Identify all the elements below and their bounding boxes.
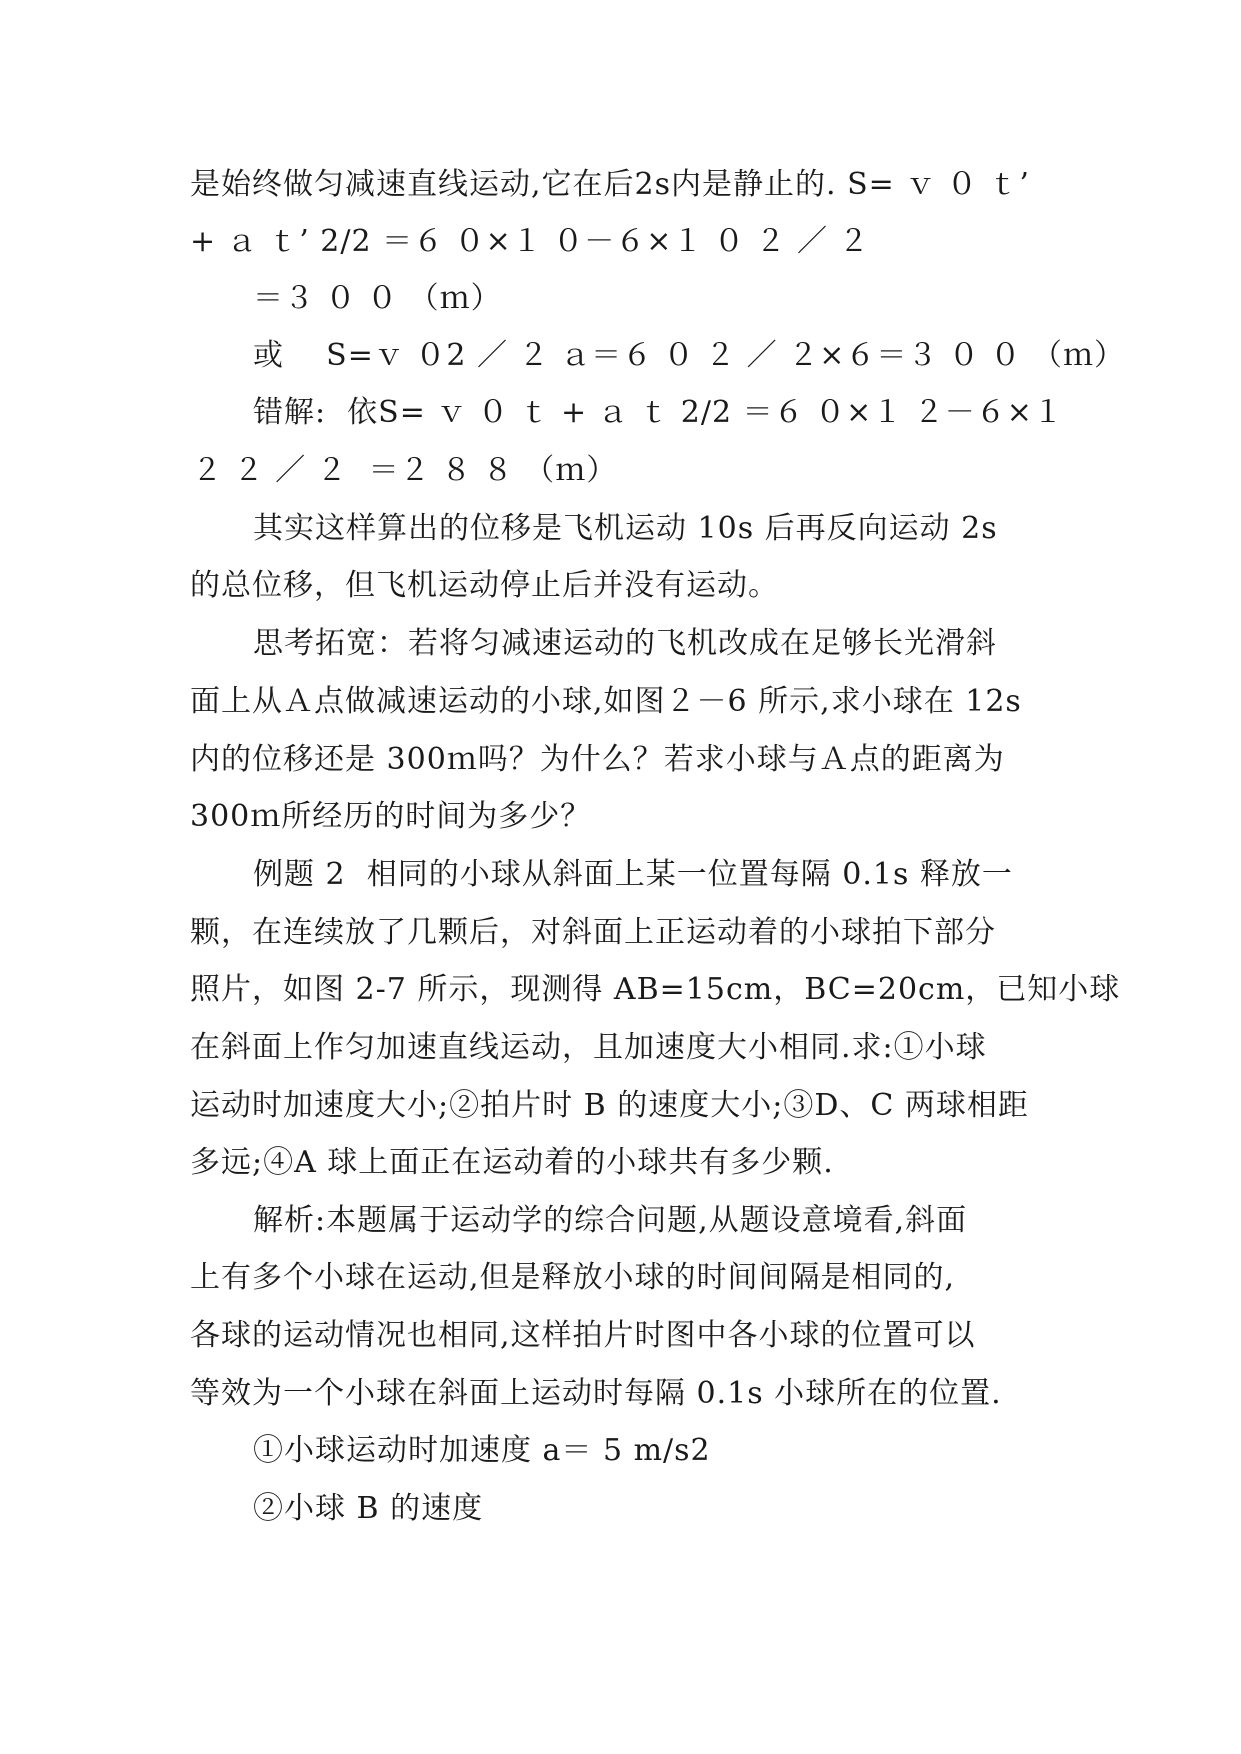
text-line: 内的位移还是 300ｍ吗？为什么？若求小球与Ａ点的距离为: [190, 742, 1005, 777]
text-line: + ａ ｔ’ 2/2 ＝６ ０×１ ０－６×１ ０ ２ ／ ２: [190, 224, 870, 259]
text-line: 照片，如图 2-7 所示，现测得 AB=15cm，BC=20cm，已知小球: [190, 972, 1121, 1007]
text-line: 面上从Ａ点做减速运动的小球,如图２－6 所示,求小球在 12s: [190, 684, 1022, 719]
text-line: 其实这样算出的位移是飞机运动 10s 后再反向运动 2s: [253, 511, 998, 546]
text-line: 等效为一个小球在斜面上运动时每隔 0.1s 小球所在的位置.: [190, 1376, 1002, 1411]
text-line: 在斜面上作匀加速直线运动，且加速度大小相同.求:①小球: [190, 1030, 987, 1065]
text-line: 上有多个小球在运动,但是释放小球的时间间隔是相同的,: [190, 1260, 956, 1295]
text-line: ②小球 B 的速度: [253, 1491, 484, 1526]
text-line: 的总位移，但飞机运动停止后并没有运动。: [190, 568, 779, 603]
text-line: 思考拓宽：若将匀减速运动的飞机改成在足够长光滑斜: [253, 626, 997, 661]
text-line: 例题 2 相同的小球从斜面上某一位置每隔 0.1s 释放一: [253, 857, 1013, 892]
text-line: 各球的运动情况也相同,这样拍片时图中各小球的位置可以: [190, 1318, 976, 1353]
text-line: 是始终做匀减速直线运动,它在后2s内是静止的. S= ｖ ０ ｔ’: [190, 167, 1030, 202]
text-line: ①小球运动时加速度 a＝ 5 m/s2: [253, 1433, 711, 1468]
text-line: ２ ２ ／ ２ ＝２ ８ ８ （ｍ）: [192, 453, 618, 488]
text-line: 颗，在连续放了几颗后，对斜面上正运动着的小球拍下部分: [190, 915, 996, 950]
text-line: 多远;④A 球上面正在运动着的小球共有多少颗.: [190, 1145, 834, 1180]
text-line: 或 S=ｖ ０2 ／ ２ ａ＝６ ０ ２ ／ ２×６＝３ ０ ０ （ｍ）: [253, 338, 1125, 373]
text-line: 运动时加速度大小;②拍片时 B 的速度大小;③D、C 两球相距: [190, 1088, 1029, 1123]
text-line: 错解: 依S= ｖ ０ ｔ + ａ ｔ 2/2 ＝６ ０×１ ２－６×１: [253, 395, 1064, 430]
text-line: 解析:本题属于运动学的综合问题,从题设意境看,斜面: [253, 1203, 968, 1238]
text-line: ＝３ ０ ０ （ｍ）: [253, 281, 502, 316]
text-line: 300ｍ所经历的时间为多少？: [190, 799, 592, 834]
